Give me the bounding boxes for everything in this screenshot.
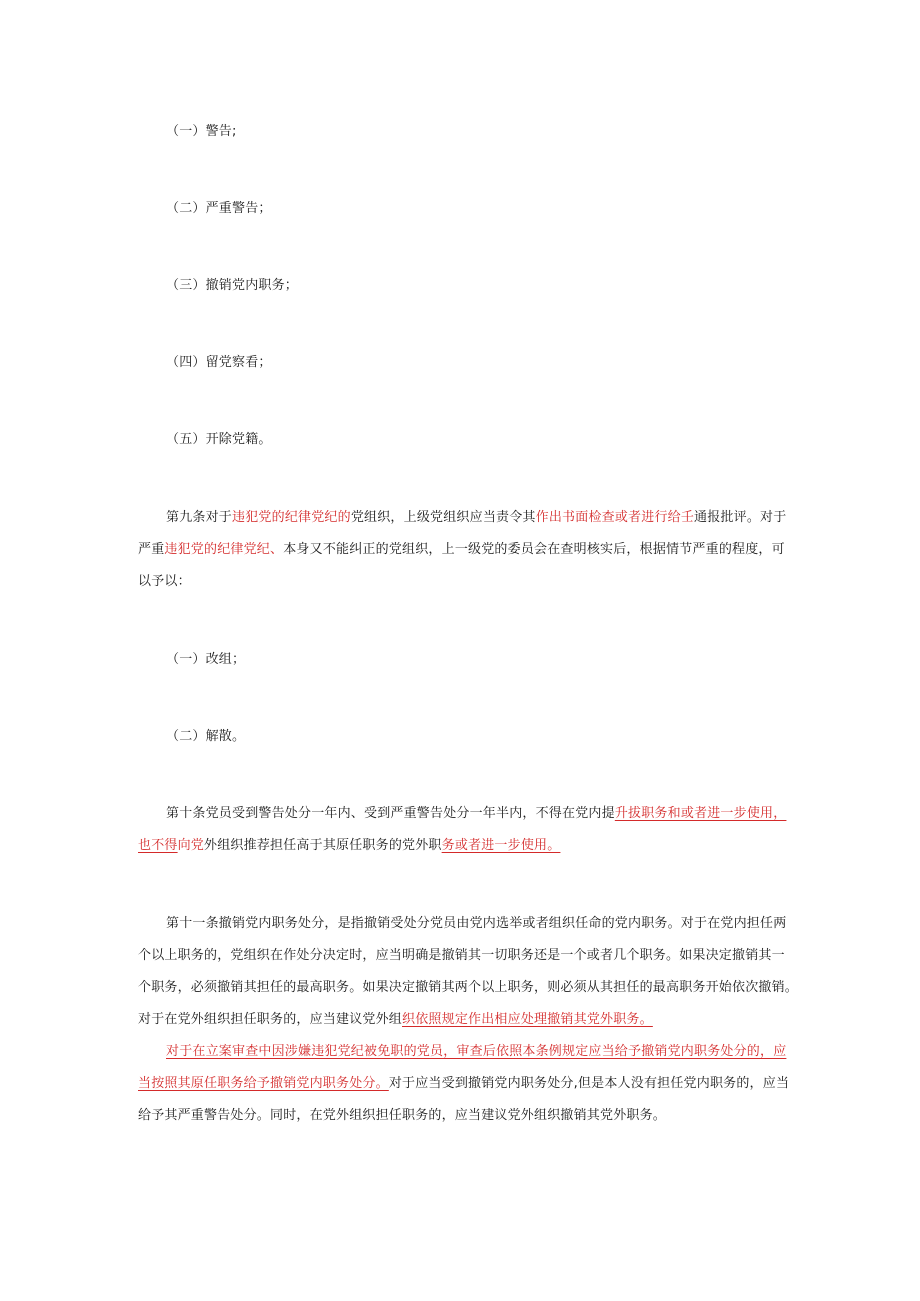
article-11-line-4 [138, 1012, 653, 1028]
revision-text: 务或者进一步使用。 [441, 838, 561, 853]
org-penalty-item-2: （二）解散。 [166, 729, 246, 744]
text: 本身又不能纠正的党组织，上一级党的委员会在查明核实后，根据情节严重的程度，可 [283, 542, 785, 557]
revision-text: 向党 [177, 838, 205, 853]
revision-text: 织依照规定作出相应处理撤销其党外职务。 [402, 1012, 653, 1027]
text: 外组织推荐担任高于其原任职务的党外职 [204, 838, 442, 853]
revision-text: 当按照其原任职务给予撤销党内职务处分。 [138, 1076, 389, 1091]
penalty-item-1: （一）警告; [166, 124, 237, 139]
text: 第九条对于 [166, 510, 233, 525]
article-10-line-2 [138, 838, 560, 854]
text: 通报批评。对于 [694, 510, 787, 525]
revision-text: 作出书面检查或者进行给壬 [535, 510, 695, 525]
org-penalty-item-1: （一）改组； [166, 652, 246, 667]
text: 对于应当受到撤销党内职务处分,但是本人没有担任党内职务的，应当 [388, 1076, 790, 1091]
article-11-line-1: 第十一条撤销党内职务处分，是指撤销受处分党员由党内选举或者组织任命的党内职务。对于在党内担任两 [166, 916, 787, 931]
article-11-line-6 [138, 1076, 789, 1092]
article-10-line-1 [166, 806, 786, 822]
article-11-line-5: 对于在立案审查中因涉嫌违犯党纪被免职的党员，审查后依照本条例规定应当给予撤销党内职务处分的，应 [166, 1044, 787, 1059]
penalty-item-4: （四）留党察看； [166, 355, 272, 370]
penalty-item-3: （三）撤销党内职务； [166, 278, 299, 293]
article-11-line-7: 给予其严重警告处分。同时，在党外组织担任职务的，应当建议党外组织撤销其党外职务。 [138, 1108, 667, 1123]
penalty-item-2: （二）严重警告； [166, 201, 272, 216]
article-9-line-2 [138, 542, 785, 558]
article-11-line-2: 个以上职务的，党组织在作处分决定时，应当明确是撤销其一切职务还是一个或者几个职务。如果决定撤销其一 [138, 948, 785, 963]
article-9-line-3: 以予以： [138, 574, 191, 589]
revision-text: 违犯党的纪律党纪的 [232, 510, 351, 525]
penalty-item-5: （五）开除党籍。 [166, 432, 272, 447]
text: 严重 [138, 542, 165, 557]
text: 第十条党员受到警告处分一年内、受到严重警告处分一年半内，不得在党内提 [166, 806, 615, 821]
article-11-line-3: 个职务，必须撤销其担任的最高职务。如果决定撤销其两个以上职务，则必须从其担任的最高职务开始依次撤销。 [138, 980, 799, 995]
article-9-line-1 [166, 510, 786, 526]
revision-text: 违犯党的纪律党纪、 [164, 542, 284, 557]
revision-text: 升拔职务和或者进一步使用， [614, 806, 787, 821]
text: 党组织，上级党组织应当责令其 [350, 510, 536, 525]
revision-text: 也不得 [138, 838, 178, 853]
text: 对于在党外组织担任职务的，应当建议党外组 [138, 1012, 403, 1027]
